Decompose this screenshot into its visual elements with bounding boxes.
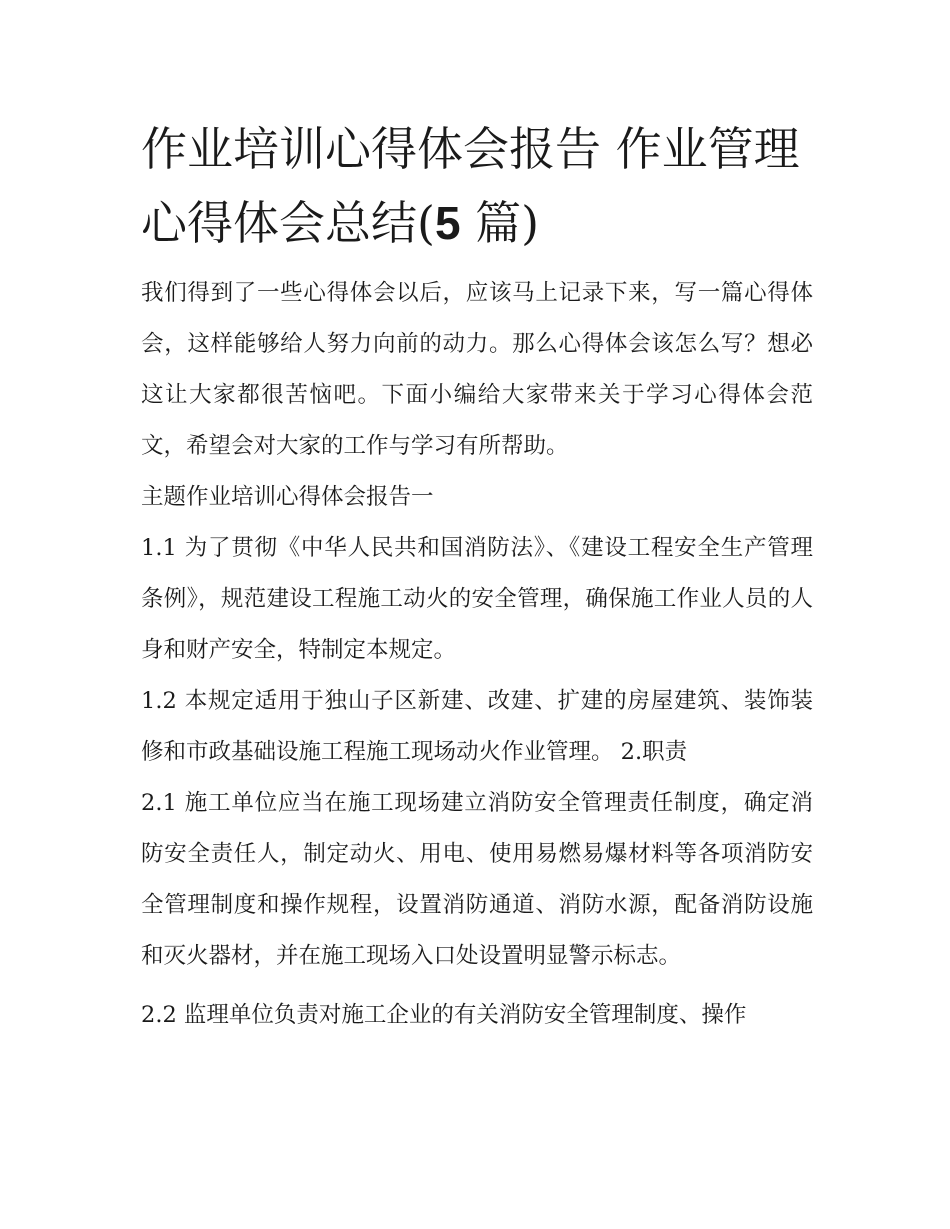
clause-2-2: 2.2 监理单位负责对施工企业的有关消防安全管理制度、操作 (141, 1002, 747, 1028)
title-text-part2: 篇) (460, 196, 540, 250)
clause-1-2: 1.2 本规定适用于独山子区新建、改建、扩建的房屋建筑、装饰装修和市政基础设施工程施工现场动火作业管理。 2.职责 (141, 688, 813, 765)
document-body (141, 112, 813, 1041)
intro-paragraph: 我们得到了一些心得体会以后，应该马上记录下来，写一篇心得体会，这样能够给人努力向前的动力。那么心得体会该怎么写？想必这让大家都很苦恼吧。下面小编给大家带来关于学习心得体会范文，希望会对大家的工作与学习有所帮助。 (141, 280, 813, 459)
clause-1-1: 1.1 为了贯彻《中华人民共和国消防法》、《建设工程安全生产管理条例》，规范建设工程施工动火的安全管理，确保施工作业人员的人身和财产安全，特制定本规定。 (141, 535, 813, 663)
section-heading: 主题作业培训心得体会报告一 (141, 484, 434, 510)
title-number: 5 (434, 197, 461, 249)
document-title (141, 112, 813, 260)
clause-2-1: 2.1 施工单位应当在施工现场建立消防安全管理责任制度，确定消防安全责任人，制定动火、用电、使用易燃易爆材料等各项消防安全管理制度和操作规程，设置消防通道、消防水源，配备消防设施和灭火器材，并在施工现场入口处设置明显警示标志。 (141, 790, 813, 969)
title-text-part1: 作业培训心得体会报告 作业管理心得体会总结( (141, 122, 800, 250)
